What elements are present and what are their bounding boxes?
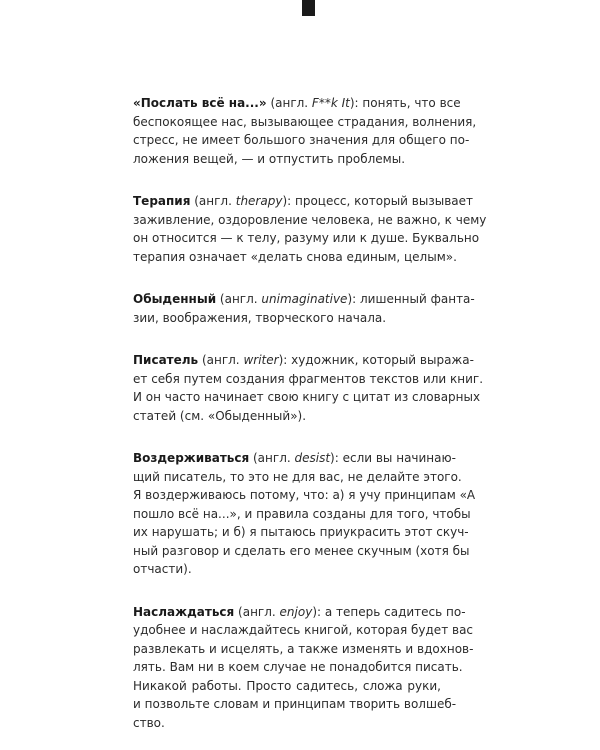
entry-foreign-word: therapy xyxy=(235,194,283,208)
entry-line: стресс, не имеет большого значения для общего по- xyxy=(133,133,470,147)
entry-term: «Послать всё на...» xyxy=(133,96,267,110)
glossary-entry-therapy xyxy=(133,192,487,266)
entry-line: «Послать всё на...» (англ. F**k It): понять, что все xyxy=(133,96,461,110)
glossary-entry-desist xyxy=(133,449,476,579)
glossary-entry-enjoy xyxy=(133,603,474,733)
glossary-entry-writer xyxy=(133,351,484,425)
entry-line: Воздерживаться (англ. desist): если вы начинаю- xyxy=(133,451,456,465)
entry-term: Писатель xyxy=(133,353,199,367)
entry-foreign-word: F**k It xyxy=(311,96,350,110)
entry-line: пошло всё на...», и правила созданы для того, чтобы xyxy=(133,506,471,521)
entry-line: Терапия (англ. therapy): процесс, который вызывает xyxy=(133,194,473,208)
entry-line: удобнее и наслаждайтесь книгой, которая будет вас xyxy=(133,623,474,637)
entry-line: отчасти). xyxy=(133,562,192,576)
entry-foreign-word: writer xyxy=(243,353,279,367)
entry-line: Никакой работы. Просто садитесь, сложа руки, xyxy=(133,678,441,693)
glossary xyxy=(133,94,487,732)
entry-line: их нарушать; и б) я пытаюсь приукрасить этот скуч- xyxy=(133,525,469,539)
entry-line: ный разговор и сделать его менее скучным (хотя бы xyxy=(133,543,470,558)
entry-line: статей (см. «Обыденный»). xyxy=(133,408,307,423)
entry-line: развлекать и исцелять, а также изменять и вдохнов- xyxy=(133,641,474,656)
entry-line: Я воздерживаюсь потому, что: а) я учу принципам «А xyxy=(133,488,476,502)
entry-line: беспокоящее нас, вызывающее страдания, волнения, xyxy=(133,114,477,129)
entry-line: и позвольте словам и принципам творить волшеб- xyxy=(133,697,457,711)
entry-line: лять. Вам ни в коем случае не понадобится писать. xyxy=(133,660,463,674)
entry-term: Наслаждаться xyxy=(133,604,235,619)
glossary-entry-fuck-it xyxy=(133,94,477,168)
entry-line: терапия означает «делать снова единым, целым». xyxy=(133,249,457,264)
entry-line: ложения вещей, — и отпустить проблемы. xyxy=(133,151,406,166)
entry-term: Обыденный xyxy=(133,292,217,306)
entry-line: ет себя путем создания фрагментов текстов или книг. xyxy=(133,371,484,386)
entry-line: Наслаждаться (англ. enjoy): а теперь садитесь по- xyxy=(133,604,466,619)
glossary-entry-unimaginative xyxy=(133,290,475,327)
page-top-marker xyxy=(302,0,315,16)
entry-foreign-word: desist xyxy=(294,451,331,465)
entry-term: Воздерживаться xyxy=(133,451,250,465)
entry-foreign-word: unimaginative xyxy=(261,292,348,306)
entry-line: Писатель (англ. writer): художник, который выража- xyxy=(133,353,474,367)
entry-line: зии, воображения, творческого начала. xyxy=(133,310,387,325)
entry-line: ство. xyxy=(133,715,165,730)
entry-foreign-word: enjoy xyxy=(279,604,313,619)
entry-line: он относится — к телу, разуму или к душе. Буквально xyxy=(133,231,480,245)
entry-term: Терапия xyxy=(133,194,191,208)
entry-line: Обыденный (англ. unimaginative): лишенный фанта- xyxy=(133,292,475,306)
entry-line: И он часто начинает свою книгу с цитат из словарных xyxy=(133,390,481,404)
entry-line: заживление, оздоровление человека, не важно, к чему xyxy=(133,212,487,227)
entry-line: щий писатель, то это не для вас, не делайте этого. xyxy=(133,469,462,484)
